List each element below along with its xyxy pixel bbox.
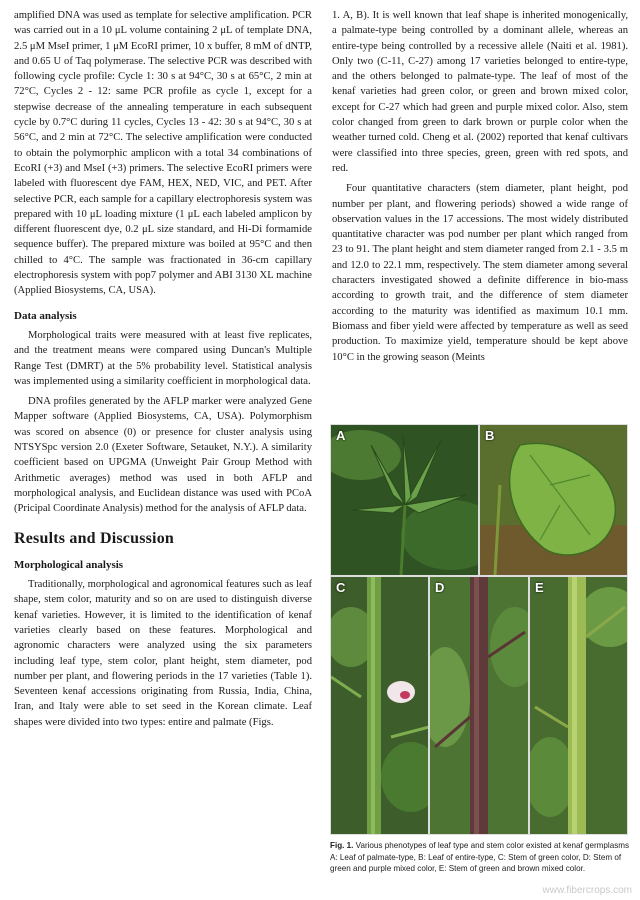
- figure-panel-b: [479, 424, 628, 576]
- right-column: [332, 8, 628, 370]
- body-paragraph: Morphological traits were measured with at least five replicates, and the treatment means were compared using Duncan's Multiple Range Test (DMRT) at the 5% probability level. Statistical analysis was implemented using a similarity coefficient in morphological data.: [14, 329, 312, 387]
- body-paragraph: Four quantitative characters (stem diameter, plant height, pod number per plant, and flowering periods) showed a wide range of observation values in the 17 accessions. The most widely distributed quantitative character was pod number per plant which ranged from 23 to 91. The plant height and stem diameter ranged from 2.1 - 3.5 m and 12.0 to 22.1 mm, respectively. The stem diameter among several characters investigated showed a definite difference in bio-mass according to growth trait, and the difference of stem diameter according to the maturity was identified as maximum 10.1 mm. Biomass and fiber yield were affected by temperature as well as seed production. To maximize yield, temperature should be kept above 10°C in the growing season (Meints: [332, 183, 628, 363]
- green-brown-stem-photo: [530, 577, 628, 835]
- green-stem-photo: [331, 577, 429, 835]
- figure-panel-c: [330, 576, 429, 835]
- section-heading-data-analysis: Data analysis: [14, 309, 77, 322]
- panel-label: D: [435, 580, 445, 595]
- left-column: [14, 8, 312, 735]
- caption-label: Fig. 1.: [330, 841, 354, 850]
- panel-label: B: [485, 428, 495, 443]
- figure-panel-a: [330, 424, 479, 576]
- panel-label: E: [535, 580, 544, 595]
- figure-kenaf-phenotypes: [330, 424, 628, 835]
- figure-caption: [330, 840, 630, 875]
- figure-panel-e: [529, 576, 628, 835]
- watermark: www.fibercrops.com: [542, 885, 632, 896]
- figure-panel-d: [429, 576, 529, 835]
- caption-text: Various phenotypes of leaf type and stem color existed at kenaf germplasms A: Leaf of palmate-type, B: Leaf of entire-type, C: Stem of green color, D: Stem of green and purple mixed color, E: Stem of green and brown mixed color.: [330, 841, 630, 874]
- body-paragraph: Traditionally, morphological and agronomical features such as leaf shape, stem color, maturity and so on are used to distinguish diverse kenaf varieties. However, it is limited to the identification of kenaf varieties clearly based on these features. Morphological and agronomic characters were analyzed using the six parameters including leaf type, stem color, plant height, stem diameter, pod number per plant, and flowering periods in the 17 varieties (Table 1). Seventeen kenaf accessions originating from Russia, India, China, Iran, and Italy were able to set seed in the Korean climate. Leaf shapes were divided into two types: entire and palmate (Figs.: [14, 579, 312, 728]
- panel-label: C: [336, 580, 346, 595]
- body-paragraph: DNA profiles generated by the AFLP marker were analyzed Gene Mapper software (Applied Biosystems, CA, USA). Polymorphism was scored on absence (0) or presence for cluster analysis using NTSYSpc version 2.0 (Exeter Software, Setauket, N.Y.). A similarity coefficient based on UPGMA (Unweight Pair Group Method with Arithmetic averages) method was used in both AFLP and morphological analysis, and Euclidean distance was used with PCoA (Pricipal Coordinate Analysis) method for the analysis of AFLP data.: [14, 396, 312, 515]
- section-heading-results: Results and Discussion: [14, 529, 175, 547]
- entire-leaf-photo: [480, 425, 628, 576]
- body-paragraph: amplified DNA was used as template for selective amplification. PCR was carried out in a 10 μL volume containing 2 μL of template DNA, 2.5 μM MseI primer, 1 μM EcoRI primer, 10 x buffer, 8 mM of dNTP, and 0.65 U of Taq polymerase. The selective PCR was described with following cycle profile: Cycle 1: 30 s at 94°C, 30 s at 65°C, 2 min at 72°C, Cycles 2 - 12: same PCR profile as cycle 1, except for a stepwise decrease of the annealing temperature in each subsequent cycle by 0.7°C during 11 cycles, Cycles 13 - 42: 30 s at 94°C, 30 s at 56°C, and 2 min at 72°C. The selective amplification were conducted to obtain the polymorphic amplicon with a total 34 combinations of EcoRI (+3) and MseI (+3) primers. The selective EcoRI primers were labeled with fluorescent dye FAM, HEX, NED, VIC, and PET. After selective PCR, each sample for a capillary electrophoresis system was prepared with 10 μL loading mixture (1 μL each labeled amplicon by different fluorescent dye, 0.2 μL size standard, and Hi-Di formamide sequence buffer). The prepared mixture was boiled at 95°C and then chilled to 4°C. The sample was fractionated in 36-cm capillary electrophoresis system with pop7 polymer and ABI 3130 XL machine (Applied Biosystems, CA, USA).: [14, 10, 312, 297]
- green-purple-stem-photo: [430, 577, 529, 835]
- section-heading-morphological: Morphological analysis: [14, 558, 124, 571]
- panel-label: A: [336, 428, 346, 443]
- palmate-leaf-photo: [331, 425, 479, 576]
- body-paragraph: 1. A, B). It is well known that leaf shape is inherited monogenically, a palmate-type being controlled by a dominant allele, whereas an entire-type being controlled by a recessive allele (Naiti et al. 1981). Only two (C-11, C-27) among 17 varieties belonged to entire-type, and the others belonged to palmate-type. The leaf of most of the kenaf varieties had green color, or green and brown mixed color, except for C-27 which had green and purple mixed color. Also, stem color changed from green to dark brown or purple color when the weather turned cold. Cheng et al. (2002) reported that kenaf cultivars were classified into three species, green, green with red spots, and red.: [332, 10, 628, 174]
